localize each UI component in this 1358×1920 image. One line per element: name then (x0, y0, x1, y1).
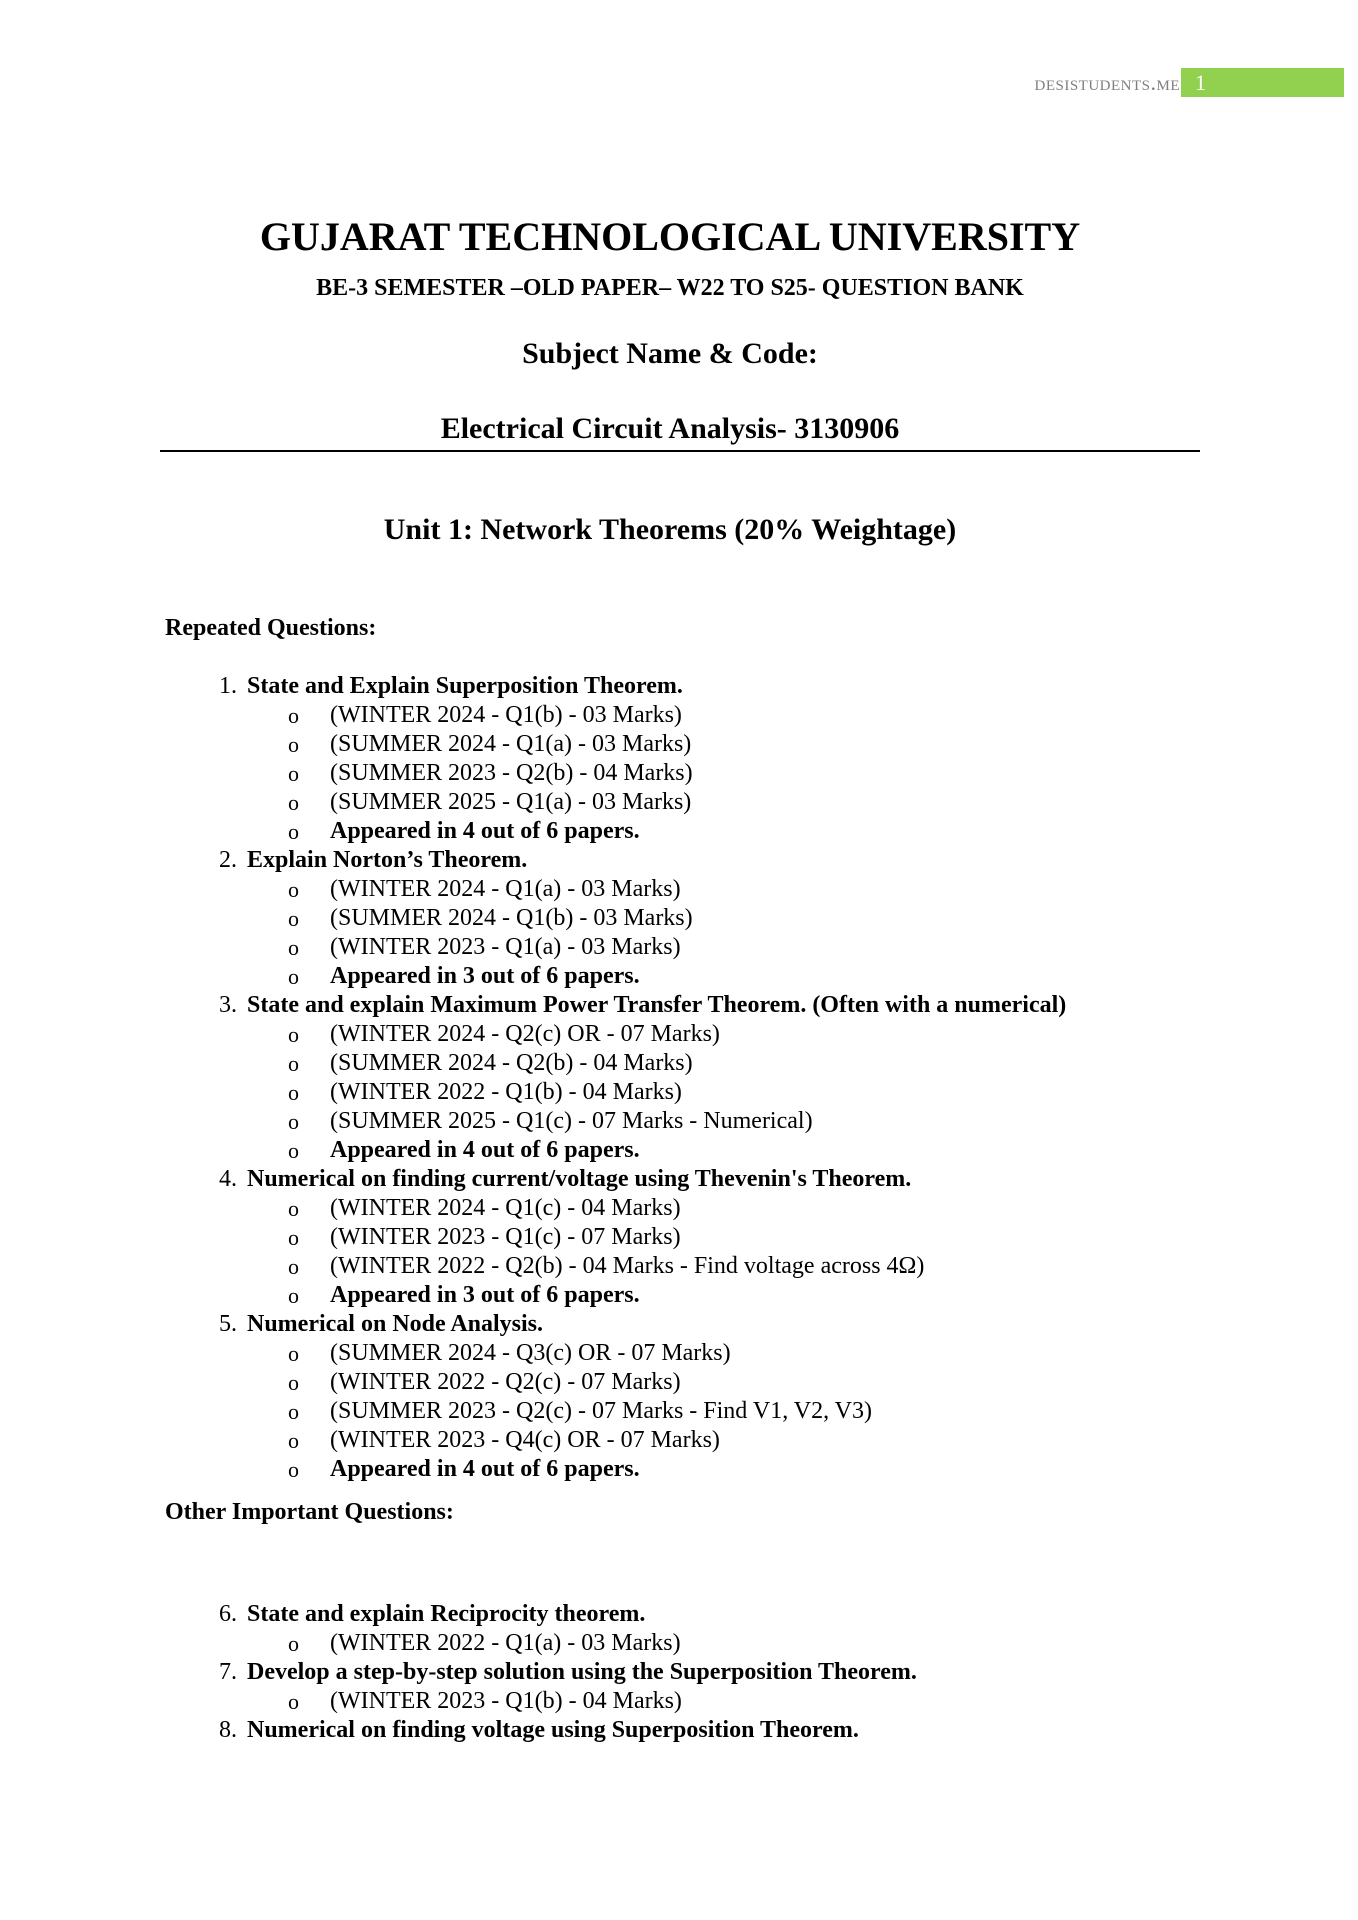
question-text: State and explain Maximum Power Transfer Theorem. (Often with a numerical) (247, 992, 1067, 1018)
appearance-summary (165, 962, 1215, 991)
reference-text: (WINTER 2024 - Q1(c) - 04 Marks) (330, 1195, 681, 1221)
question-item (165, 846, 1215, 991)
exam-reference (165, 1339, 1215, 1368)
reference-text: (SUMMER 2024 - Q1(b) - 03 Marks) (330, 905, 693, 931)
question-text: State and Explain Superposition Theorem. (247, 673, 683, 699)
appearance-summary (165, 1455, 1215, 1484)
question-number: 4. (219, 1166, 237, 1192)
reference-list (165, 1194, 1215, 1310)
subject-label: Subject Name & Code: (522, 337, 818, 370)
title-divider (160, 450, 1200, 452)
appearance-summary (165, 1281, 1215, 1310)
question-item (165, 1165, 1215, 1310)
question-text: Numerical on finding current/voltage using Thevenin's Theorem. (247, 1166, 912, 1192)
question-item (165, 991, 1215, 1165)
question-item (165, 1716, 1215, 1745)
exam-reference (165, 701, 1215, 730)
reference-text: (SUMMER 2024 - Q3(c) OR - 07 Marks) (330, 1340, 731, 1366)
question-line (165, 846, 1215, 875)
circle-bullet-icon: o (288, 1283, 299, 1308)
reference-list (165, 875, 1215, 991)
other-questions-heading: Other Important Questions: (165, 1499, 454, 1525)
question-line (165, 1165, 1215, 1194)
repeated-question-list (165, 672, 1215, 1484)
circle-bullet-icon: o (288, 1051, 299, 1076)
circle-bullet-icon: o (288, 1341, 299, 1366)
question-text: State and explain Reciprocity theorem. (247, 1601, 646, 1627)
reference-text: (WINTER 2023 - Q4(c) OR - 07 Marks) (330, 1427, 720, 1453)
reference-list (165, 1629, 1215, 1658)
page-number: 1 (1195, 70, 1206, 95)
circle-bullet-icon: o (288, 819, 299, 844)
page-number-box (1181, 68, 1344, 97)
circle-bullet-icon: o (288, 790, 299, 815)
exam-reference (165, 1426, 1215, 1455)
appearance-summary (165, 817, 1215, 846)
circle-bullet-icon: o (288, 732, 299, 757)
summary-text: Appeared in 3 out of 6 papers. (330, 1282, 640, 1308)
exam-reference (165, 875, 1215, 904)
summary-text: Appeared in 4 out of 6 papers. (330, 1137, 640, 1163)
exam-reference (165, 933, 1215, 962)
summary-text: Appeared in 3 out of 6 papers. (330, 963, 640, 989)
question-item (165, 1658, 1215, 1716)
reference-text: (SUMMER 2024 - Q1(a) - 03 Marks) (330, 731, 692, 757)
reference-text: (SUMMER 2023 - Q2(c) - 07 Marks - Find V1, V2, V3) (330, 1398, 872, 1424)
question-text: Develop a step-by-step solution using the Superposition Theorem. (247, 1659, 917, 1685)
reference-list (165, 701, 1215, 846)
exam-reference (165, 1020, 1215, 1049)
appearance-summary (165, 1136, 1215, 1165)
circle-bullet-icon: o (288, 1225, 299, 1250)
question-number: 3. (219, 992, 237, 1018)
summary-text: Appeared in 4 out of 6 papers. (330, 818, 640, 844)
reference-text: (WINTER 2022 - Q1(a) - 03 Marks) (330, 1630, 681, 1656)
exam-reference (165, 1252, 1215, 1281)
exam-reference (165, 1107, 1215, 1136)
reference-text: (WINTER 2024 - Q2(c) OR - 07 Marks) (330, 1021, 720, 1047)
exam-reference (165, 730, 1215, 759)
exam-reference (165, 1049, 1215, 1078)
question-line (165, 991, 1215, 1020)
reference-text: (WINTER 2024 - Q1(b) - 03 Marks) (330, 702, 682, 728)
question-line (165, 672, 1215, 701)
question-item (165, 672, 1215, 846)
summary-text: Appeared in 4 out of 6 papers. (330, 1456, 640, 1482)
reference-text: (SUMMER 2023 - Q2(b) - 04 Marks) (330, 760, 693, 786)
reference-text: (WINTER 2023 - Q1(a) - 03 Marks) (330, 934, 681, 960)
reference-list (165, 1020, 1215, 1165)
exam-reference (165, 788, 1215, 817)
circle-bullet-icon: o (288, 1254, 299, 1279)
reference-text: (WINTER 2022 - Q2(b) - 04 Marks - Find voltage across 4Ω) (330, 1253, 925, 1279)
question-line (165, 1658, 1215, 1687)
question-number: 1. (219, 673, 237, 699)
reference-text: (SUMMER 2025 - Q1(c) - 07 Marks - Numerical) (330, 1108, 813, 1134)
university-title: GUJARAT TECHNOLOGICAL UNIVERSITY (259, 214, 1081, 259)
circle-bullet-icon: o (288, 703, 299, 728)
question-line (165, 1310, 1215, 1339)
question-number: 2. (219, 847, 237, 873)
question-item (165, 1600, 1215, 1658)
unit-title: Unit 1: Network Theorems (20% Weightage) (383, 513, 957, 546)
question-item (165, 1310, 1215, 1484)
circle-bullet-icon: o (288, 1457, 299, 1482)
circle-bullet-icon: o (288, 935, 299, 960)
reference-text: (WINTER 2023 - Q1(b) - 04 Marks) (330, 1688, 682, 1714)
circle-bullet-icon: o (288, 1138, 299, 1163)
site-name: desistudents.me (1034, 70, 1180, 95)
exam-reference (165, 1194, 1215, 1223)
question-number: 7. (219, 1659, 237, 1685)
circle-bullet-icon: o (288, 906, 299, 931)
circle-bullet-icon: o (288, 1109, 299, 1134)
question-line (165, 1600, 1215, 1629)
reference-list (165, 1687, 1215, 1716)
circle-bullet-icon: o (288, 761, 299, 786)
semester-line: BE-3 SEMESTER –OLD PAPER– W22 TO S25- QUESTION BANK (316, 275, 1024, 301)
circle-bullet-icon: o (288, 1631, 299, 1656)
exam-reference (165, 1223, 1215, 1252)
exam-reference (165, 1397, 1215, 1426)
reference-text: (WINTER 2022 - Q2(c) - 07 Marks) (330, 1369, 681, 1395)
question-number: 8. (219, 1717, 237, 1743)
other-question-list (165, 1600, 1215, 1745)
exam-reference (165, 1078, 1215, 1107)
circle-bullet-icon: o (288, 1022, 299, 1047)
reference-list (165, 1339, 1215, 1484)
reference-text: (SUMMER 2025 - Q1(a) - 03 Marks) (330, 789, 692, 815)
reference-text: (WINTER 2023 - Q1(c) - 07 Marks) (330, 1224, 681, 1250)
subject-name: Electrical Circuit Analysis- 3130906 (440, 412, 900, 445)
exam-reference (165, 904, 1215, 933)
exam-reference (165, 1687, 1215, 1716)
circle-bullet-icon: o (288, 877, 299, 902)
question-text: Numerical on Node Analysis. (247, 1311, 544, 1337)
question-text: Numerical on finding voltage using Superposition Theorem. (247, 1717, 859, 1743)
exam-reference (165, 1629, 1215, 1658)
circle-bullet-icon: o (288, 1370, 299, 1395)
reference-text: (WINTER 2024 - Q1(a) - 03 Marks) (330, 876, 681, 902)
exam-reference (165, 759, 1215, 788)
reference-text: (SUMMER 2024 - Q2(b) - 04 Marks) (330, 1050, 693, 1076)
question-number: 6. (219, 1601, 237, 1627)
circle-bullet-icon: o (288, 1196, 299, 1221)
reference-text: (WINTER 2022 - Q1(b) - 04 Marks) (330, 1079, 682, 1105)
circle-bullet-icon: o (288, 964, 299, 989)
question-number: 5. (219, 1311, 237, 1337)
repeated-questions-heading: Repeated Questions: (165, 615, 377, 641)
page-header (0, 68, 1358, 98)
question-text: Explain Norton’s Theorem. (247, 847, 528, 873)
circle-bullet-icon: o (288, 1080, 299, 1105)
circle-bullet-icon: o (288, 1428, 299, 1453)
circle-bullet-icon: o (288, 1399, 299, 1424)
circle-bullet-icon: o (288, 1689, 299, 1714)
question-line (165, 1716, 1215, 1745)
exam-reference (165, 1368, 1215, 1397)
